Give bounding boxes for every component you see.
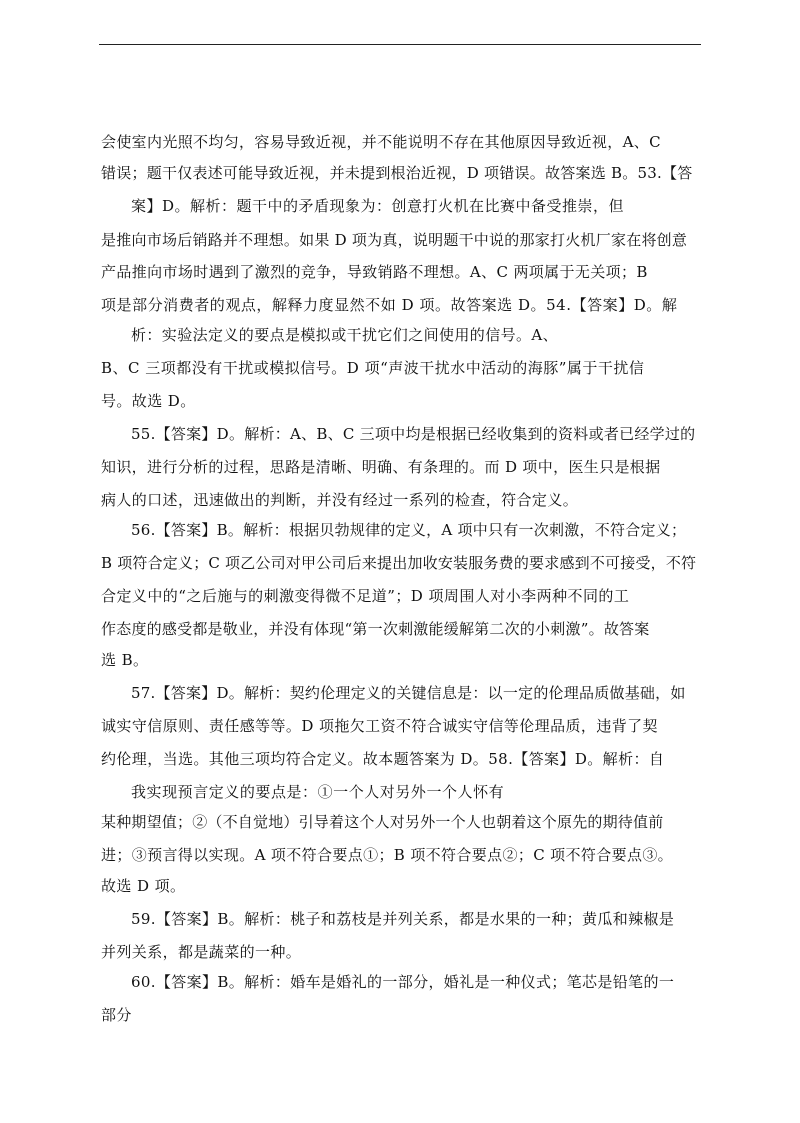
text-line-26: 并列关系，都是蔬菜的一种。 — [101, 943, 302, 961]
text-line-23: 进；③预言得以实现。A 项不符合要点①；B 项不符合要点②；C 项不符合要点③。 — [101, 846, 674, 864]
text-line-19: 诚实守信原则、责任感等等。D 项拖欠工资不符合诚实守信等伦理品质，违背了契 — [101, 717, 658, 735]
text-line-2: 错误；题干仅表述可能导致近视，并未提到根治近视，D 项错误。故答案选 B。53.【答 — [101, 164, 693, 182]
text-line-18: 57.【答案】D。解析：契约伦理定义的关键信息是：以一定的伦理品质做基础，如 — [131, 684, 686, 702]
text-line-11: 知识，进行分析的过程，思路是清晰、明确、有条理的。而 D 项中，医生只是根据 — [101, 458, 661, 476]
text-line-15: 合定义中的“之后施与的刺激变得微不足道”；D 项周围人对小李两种不同的工 — [101, 587, 630, 605]
text-line-17: 选 B。 — [101, 651, 149, 669]
text-line-3: 案】D。解析：题干中的矛盾现象为：创意打火机在比赛中备受推崇，但 — [131, 197, 625, 215]
text-line-14: B 项符合定义；C 项乙公司对甲公司后来提出加收安装服务费的要求感到不可接受，不符 — [101, 554, 697, 572]
text-line-1: 会使室内光照不均匀，容易导致近视，并不能说明不存在其他原因导致近视，A、C — [101, 133, 661, 151]
text-line-9: 号。故选 D。 — [101, 392, 196, 410]
text-line-16: 作态度的感受都是敬业，并没有体现“第一次刺激能缓解第二次的小刺激”。故答案 — [101, 620, 650, 638]
text-line-5: 产品推向市场时遇到了激烈的竞争，导致销路不理想。A、C 两项属于无关项；B — [101, 263, 648, 281]
text-line-12: 病人的口述，迅速做出的判断，并没有经过一系列的检查，符合定义。 — [101, 491, 579, 509]
text-line-13: 56.【答案】B。解析：根据贝勃规律的定义，A 项中只有一次刺激，不符合定义； — [131, 521, 687, 539]
text-line-8: B、C 三项都没有干扰或模拟信号。D 项“声波干扰水中活动的海豚”属于干扰信 — [101, 359, 645, 377]
text-line-6: 项是部分消费者的观点，解释力度显然不如 D 项。故答案选 D。54.【答案】D。解 — [101, 296, 678, 314]
text-line-4: 是推向市场后销路并不理想。如果 D 项为真，说明题干中说的那家打火机厂家在将创意 — [101, 231, 688, 249]
text-line-25: 59.【答案】B。解析：桃子和荔枝是并列关系，都是水果的一种；黄瓜和辣椒是 — [131, 910, 675, 928]
text-line-7: 析：实验法定义的要点是模拟或干扰它们之间使用的信号。A、 — [131, 326, 559, 344]
header-rule — [99, 44, 701, 45]
text-line-22: 某种期望值；②（不自觉地）引导着这个人对另外一个人也朝着这个原先的期待值前 — [101, 813, 664, 831]
text-line-20: 约伦理，当选。其他三项均符合定义。故本题答案为 D。58.【答案】D。解析：自 — [101, 750, 665, 768]
text-line-27: 60.【答案】B。解析：婚车是婚礼的一部分，婚礼是一种仪式；笔芯是铅笔的一 — [131, 973, 675, 991]
text-line-10: 55.【答案】D。解析：A、B、C 三项中均是根据已经收集到的资料或者已经学过的 — [131, 425, 696, 443]
text-line-21: 我实现预言定义的要点是：①一个人对另外一个人怀有 — [131, 783, 505, 801]
text-line-24: 故选 D 项。 — [101, 877, 186, 895]
text-line-28: 部分 — [101, 1006, 132, 1024]
